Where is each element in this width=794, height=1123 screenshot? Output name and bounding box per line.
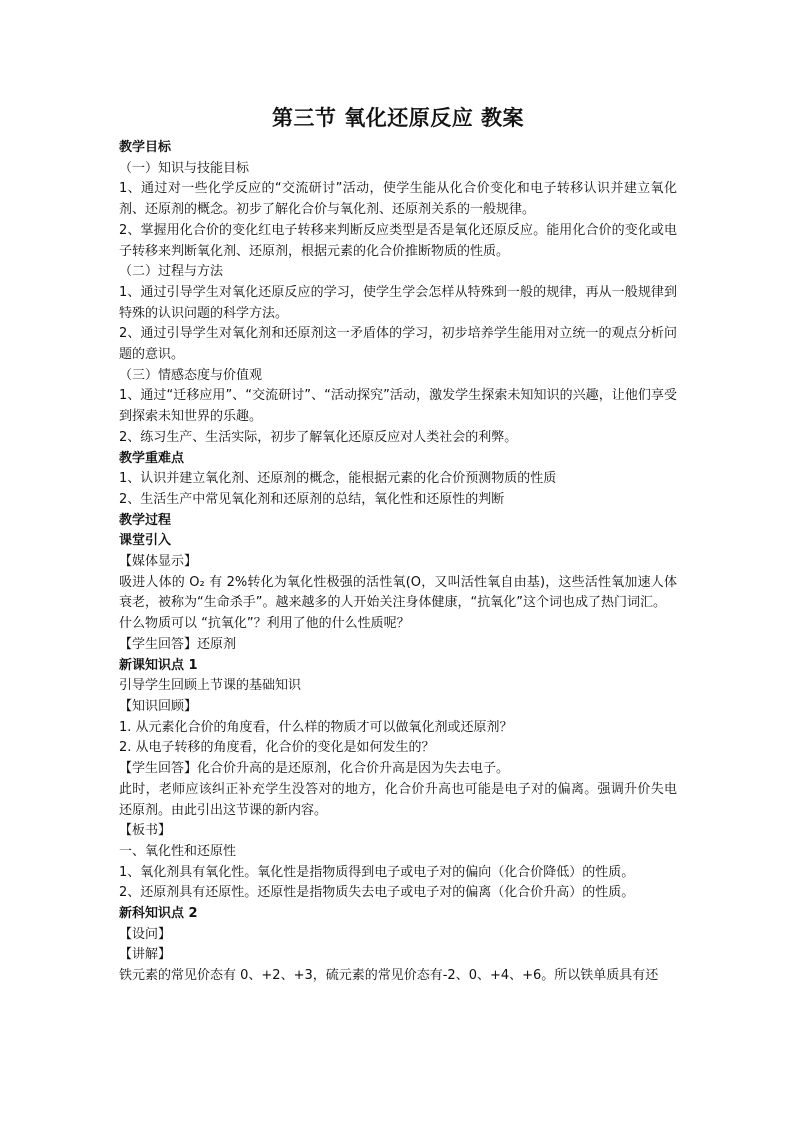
paragraph: 1、通过“迁移应用”、“交流研讨”、“活动探究”活动，激发学生探索未知知识的兴趣，让他们享受到探索未知世界的乐趣。	[119, 388, 677, 425]
paragraph: 此时，老师应该纠正补充学生没答对的地方，化合价升高也可能是电子对的偏离。强调升价失电还原剂。由此引出这节课的新内容。	[119, 781, 677, 818]
paragraph: 【知识回顾】	[119, 698, 198, 714]
paragraph: 1、氧化剂具有氧化性。氧化性是指物质得到电子或电子对的偏向（化合价降低）的性质。	[119, 864, 635, 880]
section-heading: 教学目标	[119, 140, 172, 155]
paragraph: （一）知识与技能目标	[119, 160, 250, 176]
section-heading: 教学重难点	[119, 450, 185, 466]
paragraph: 吸进人体的 O₂ 有 2%转化为氧化性极强的活性氧(O，又叫活性氧自由基)，这些活性氧加速人体衰老，被称为“生命杀手”。越来越多的人开始关注身体健康，“抗氧化”这个词也成了热门词汇。	[119, 574, 677, 611]
section-heading: 教学过程	[119, 512, 172, 528]
paragraph: 【设问】	[119, 926, 172, 942]
document-body	[119, 138, 677, 987]
section-heading: 新科知识点 2	[119, 906, 198, 922]
paragraph: 【媒体显示】	[119, 554, 198, 570]
paragraph: 2、练习生产、生活实际，初步了解氧化还原反应对人类社会的利弊。	[119, 429, 518, 445]
paragraph: 一、氧化性和还原性	[119, 843, 237, 859]
paragraph: 2、通过引导学生对氧化剂和还原剂这一矛盾体的学习，初步培养学生能用对立统一的观点分析问题的意识。	[119, 326, 677, 363]
paragraph: 2、生活生产中常见氧化剂和还原剂的总结，氧化性和还原性的判断	[119, 491, 505, 507]
paragraph: 【学生回答】还原剂	[119, 636, 237, 652]
paragraph: （三）情感态度与价值观	[119, 367, 263, 383]
paragraph: 什么物质可以 “抗氧化”？利用了他的什么性质呢？	[119, 616, 410, 632]
paragraph: 引导学生回顾上节课的基础知识	[119, 678, 302, 694]
section-heading: 课堂引入	[119, 533, 172, 549]
paragraph: 【板书】	[119, 823, 172, 839]
paragraph: 2、还原剂具有还原性。还原性是指物质失去电子或电子对的偏离（化合价升高）的性质。	[119, 885, 635, 901]
paragraph: 铁元素的常见价态有 0、+2、+3，硫元素的常见价态有-2、0、+4、+6。所以铁单质具有还	[119, 968, 659, 984]
paragraph: 2. 从电子转移的角度看，化合价的变化是如何发生的？	[119, 740, 435, 756]
section-heading: 新课知识点 1	[119, 657, 198, 673]
paragraph: 【学生回答】化合价升高的是还原剂，化合价升高是因为失去电子。	[119, 761, 510, 777]
document-title: 第三节 氧化还原反应 教案	[271, 106, 525, 130]
paragraph: 1、通过引导学生对氧化还原反应的学习，使学生学会怎样从特殊到一般的规律，再从一般规律到特殊的认识问题的科学方法。	[119, 284, 677, 321]
document-page	[119, 104, 677, 987]
paragraph: 1、认识并建立氧化剂、还原剂的概念，能根据元素的化合价预测物质的性质	[119, 471, 557, 487]
paragraph: 1、通过对一些化学反应的“交流研讨”活动，使学生能从化合价变化和电子转移认识并建立氧化剂、还原剂的概念。初步了解化合价与氧化剂、还原剂关系的一般规律。	[119, 181, 677, 218]
paragraph: 1. 从元素化合价的角度看，什么样的物质才可以做氧化剂或还原剂？	[119, 719, 513, 735]
paragraph: 【讲解】	[119, 947, 172, 963]
paragraph: （二）过程与方法	[119, 264, 224, 280]
paragraph: 2、掌握用化合价的变化红电子转移来判断反应类型是否是氧化还原反应。能用化合价的变化或电子转移来判断氧化剂、还原剂，根据元素的化合价推断物质的性质。	[119, 222, 677, 259]
